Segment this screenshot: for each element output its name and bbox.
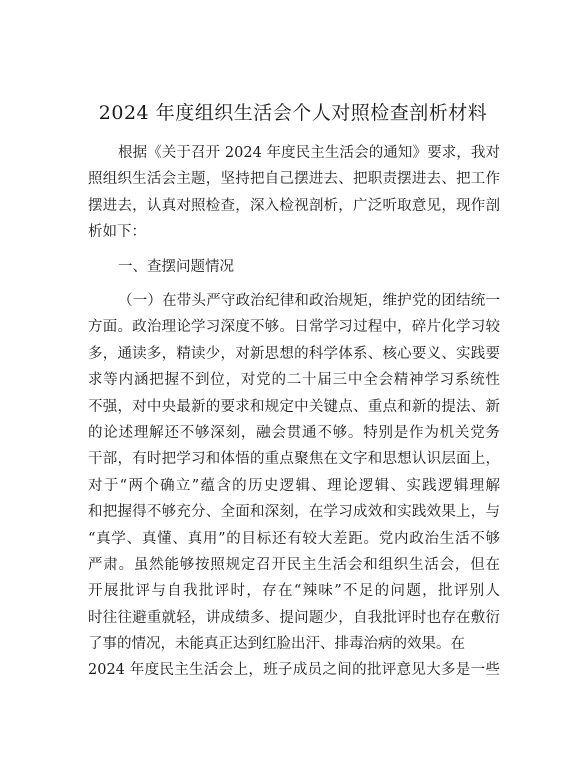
intro-line: 照组织生活会主题，坚持把自己摆进去、把职责摆进去、把工作 [88,171,500,188]
section-line: 求等内涵把握不到位，对党的二十届三中全会精神学习系统性 [88,372,500,389]
section-line: 对于“两个确立”蕴含的历史逻辑、理论逻辑、实践逻辑理解 [88,477,500,494]
section-line: 时往往避重就轻，讲成绩多、提问题少，自我批评时也存在敷衍 [88,609,500,626]
section-line: （一）在带头严守政治纪律和政治规矩，维护党的团结统一 [118,293,500,309]
section-line: 方面。政治理论学习深度不够。日常学习过程中，碎片化学习较 [88,319,500,336]
section-line: “真学、真懂、真用”的目标还有较大差距。党内政治生活不够 [88,530,500,547]
section-line: 的论述理解还不够深刻，融会贯通不够。特别是作为机关党务 [88,424,500,441]
section-heading: 一、查摆问题情况 [118,259,234,275]
section-line: 多，通读多，精读少，对新思想的科学体系、核心要义、实践要 [88,345,500,362]
intro-line: 析如下： [88,224,146,241]
section-line: 了事的情况，未能真正达到红脸出汗、排毒治病的效果。在 [88,636,465,653]
intro-line: 摆进去，认真对照检查，深入检视剖析，广泛听取意见，现作剖 [88,197,500,214]
section-line: 开展批评与自我批评时，存在“辣味”不足的问题，批评别人 [88,583,500,600]
section-line: 2024 年度民主生活会上，班子成员之间的批评意见大多是一些 [88,662,500,679]
section-paragraph [88,288,500,684]
section-line: 不强，对中央最新的要求和规定中关键点、重点和新的提法、新 [88,398,500,415]
section-line: 干部，有时把学习和体悟的重点聚焦在文字和思想认识层面上， [88,451,500,468]
intro-paragraph [88,140,500,246]
section-line: 和把握得不够充分、全面和深刻，在学习成效和实践效果上，与 [88,504,500,521]
document-title: 2024 年度组织生活会个人对照检查剖析材料 [98,102,488,124]
section-line: 严肃。虽然能够按照规定召开民主生活会和组织生活会，但在 [88,556,500,573]
intro-line: 根据《关于召开 2024 年度民主生活会的通知》要求，我对 [118,145,500,161]
